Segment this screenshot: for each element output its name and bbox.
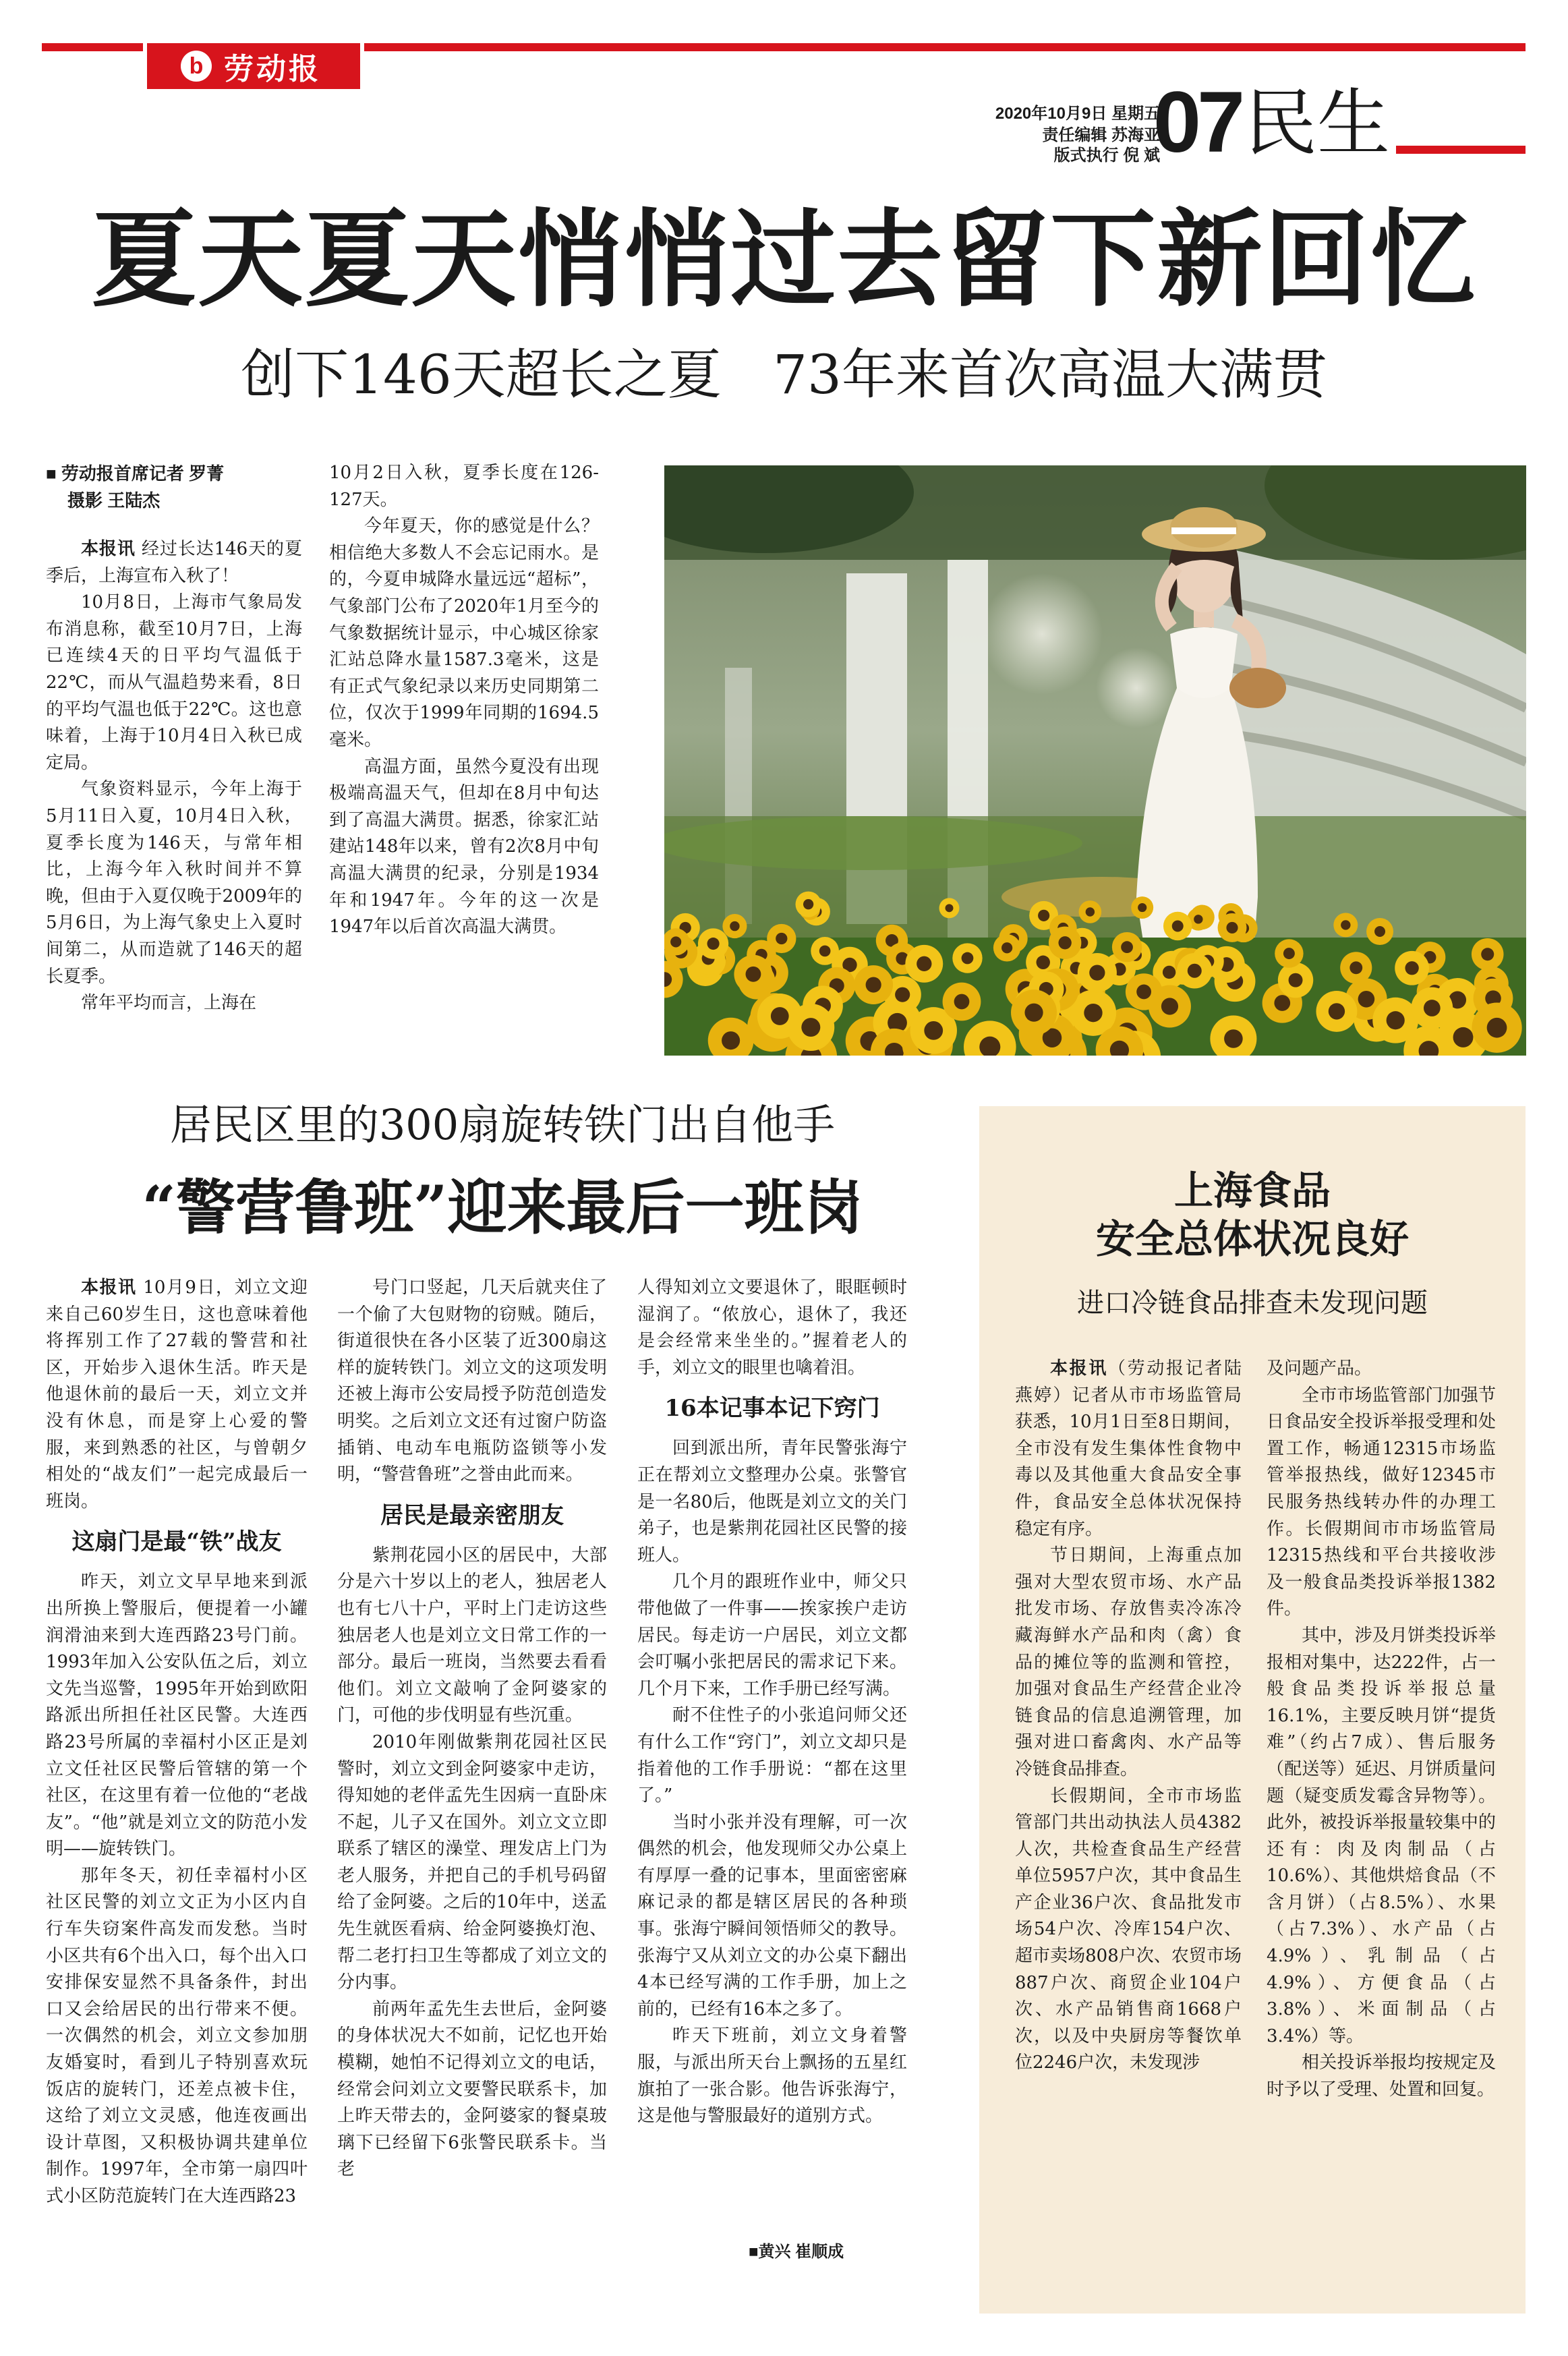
sunflower-center <box>1188 964 1202 978</box>
sunflower-center <box>1341 920 1350 929</box>
dateline: 本报讯 <box>81 1277 137 1298</box>
sunflower-center <box>1274 995 1290 1011</box>
sunflower-center <box>1024 1004 1043 1022</box>
section-subhead: 16本记事本记下窍门 <box>664 1395 880 1423</box>
paragraph-text: 几个月的跟班作业中，师父只带他做了一件事——挨家挨户走访居民。每走访一户居民，刘立文都会叮嘱小张把居民的需求记下来。几个月下来，工作手册已经写满。 <box>637 1572 907 1699</box>
paragraph-text: 其中，涉及月饼类投诉举报相对集中，达222件，占一般食品类投诉举报总量16.1%，主要反映月饼“提货难”（约占7成）、售后服务（配送等）延迟、月饼质量问题（疑变质发霉含异物等）。此外，被投诉举报量较集中的还有：肉及肉制品（占10.6%）、其他烘焙食品（不含月饼）（占8.5%）、水果（占7.3%）、水产品（占4.9%）、乳制品（占4.9%）、方便食品（占3.8%）、米面制品（占3.4%）等。 <box>1267 1625 1496 2046</box>
sunflower-center <box>1358 991 1375 1008</box>
sunflower-center <box>1487 1018 1507 1038</box>
paragraph-text: 紫荆花园小区的居民中，大部分是六十岁以上的老人，独居老人也有七八十户，平时上门走访这些独居老人也是刘立文日常工作的一部分。最后一班岗，当然要去看看他们。刘立文敲响了金阿婆家的门，可他的步伐明显有些沉重。 <box>337 1545 607 1726</box>
paragraph <box>1267 1623 1496 2050</box>
sunflower-center <box>1089 965 1105 980</box>
paragraph-text: 回到派出所，青年民警张海宁正在帮刘立文整理办公桌。张警官是一名80后，他既是刘立文的关门弟子，也是紫荆花园社区民警的接班人。 <box>637 1438 907 1565</box>
paragraph <box>337 1996 607 2183</box>
paragraph <box>637 2023 907 2129</box>
paragraph-text: 10月9日，刘立文迎来自己60岁生日，这也意味着他将挥别工作了27载的警营和社区，开始步入退休生活。昨天是他退休前的最后一天，刘立文并没有休息，而是穿上心爱的警服，来到熟悉的社区，与曾朝夕相处的“战友们”一起完成最后一班岗。 <box>46 1277 308 1512</box>
sunflower-center <box>1224 1029 1243 1048</box>
paragraph <box>329 460 599 513</box>
paragraph <box>46 1863 308 2210</box>
sunflower-center <box>946 904 954 912</box>
dateline: 本报讯 <box>81 539 136 559</box>
logo-icon: b <box>181 51 212 82</box>
paragraph-text: 那年冬天，初任幸福村小区社区民警的刘立文正为小区内自行车失窃案件高发而发愁。当时小区共有6个出入口，每个出入口安排保安显然不具备条件，封出口又会给居民的出行带来不便。一次偶然的机会，刘立文参加朋友婚宴时，看到儿子特别喜欢玩饭店的旋转门，还差点被卡住，这给了刘立文灵感，他连夜画出设计草图，又积极协调共建单位制作。1997年，全市第一扇四叶式小区防范旋转门在大连西路23 <box>46 1865 308 2206</box>
editor-line: 责任编辑 苏海亚 <box>1042 126 1160 144</box>
section-name: 民生 <box>1244 82 1391 164</box>
sunflower-center <box>1172 920 1184 931</box>
sunflower-center <box>1138 903 1146 912</box>
story2-column-3 <box>637 1275 907 2130</box>
paragraph-text: 前两年孟先生去世后，金阿婆的身体状况大不如前，记忆也开始模糊，她怕不记得刘立文的电话，经常会问刘立文要警民联系卡，加上昨天带去的，金阿婆家的餐桌玻璃下已经留下6张警民联系卡。当老 <box>337 1999 607 2180</box>
sunflower-center <box>722 1031 740 1050</box>
story2-kicker: 居民区里的300扇旋转铁门出自他手 <box>169 1100 836 1149</box>
sunflower-center <box>895 987 910 1002</box>
story3-column-2 <box>1267 1356 1496 2104</box>
story2-column-2 <box>337 1275 607 2183</box>
paragraph <box>46 536 302 590</box>
story1-column-1 <box>46 536 302 1017</box>
sunflower-center <box>707 938 720 950</box>
paragraph <box>46 776 302 990</box>
paragraph-text: 气象资料显示，今年上海于5月11日入夏，10月4日入秋，夏季长度为146天，与常年相比，上海今年入秋时间并不算晚，但由于入夏仅晚于2009年的5月6日，为上海气象史上入夏时间第二，从而造就了146天的超长夏季。 <box>46 779 302 987</box>
top-rule-right <box>364 43 1526 51</box>
sunflower-center <box>1374 926 1385 937</box>
sunflower-photo <box>664 465 1526 1056</box>
page-number: 07 <box>1153 74 1242 171</box>
sunflower-center <box>924 1021 943 1040</box>
paragraph <box>1015 1783 1242 2077</box>
story3-headline-1: 上海食品 <box>1173 1168 1331 1213</box>
paragraph-text: 常年平均而言，上海在 <box>81 993 257 1014</box>
sunflower-center <box>1226 922 1238 933</box>
sunflower-center <box>1037 956 1050 969</box>
paragraph <box>337 1729 607 1996</box>
main-headline: 夏天夏天悄悄过去留下新回忆 <box>91 198 1477 321</box>
paragraph-text: （劳动报记者陆燕婷）记者从市市场监管局获悉，10月1日至8日期间，全市没有发生集体性食物中毒以及其他重大食品安全事件，食品安全总体状况保持稳定有序。 <box>1015 1358 1242 1539</box>
section-subhead: 这扇门是最“铁”战友 <box>71 1528 282 1556</box>
byline-reporter: ■ 劳动报首席记者 罗菁 <box>46 463 225 484</box>
sunflower-center <box>1329 1003 1345 1019</box>
sunflower-center <box>866 977 881 992</box>
byline-photo: 摄影 王陆杰 <box>67 490 161 511</box>
sunflower-center <box>1387 1011 1405 1029</box>
paragraph <box>637 1435 907 1569</box>
issue-date: 2020年10月9日 星期五 <box>995 105 1160 123</box>
story2-column-1 <box>46 1275 308 2210</box>
sunflower-center <box>1161 998 1178 1014</box>
sunflower-center <box>1163 966 1175 979</box>
sunflower-center <box>1349 961 1362 974</box>
sunflower-center <box>1084 1004 1102 1022</box>
paragraph-text: 昨天，刘立文早早地来到派出所换上警服后，便提着一小罐润滑油来到大连西路23号门前。1993年加入公安队伍之后，刘立文先当巡警，1995年开始到欧阳路派出所担任社区民警。大连西路23号所属的幸福村小区正是刘立文任社区民警后管辖的第一个社区，在这里有着一位他的“老战友”。“他”就是刘立文的防范小发明——旋转铁门。 <box>46 1572 308 1860</box>
paragraph-text: 相关投诉举报均按规定及时予以了受理、处置和回复。 <box>1267 2052 1496 2100</box>
paragraph <box>637 1702 907 1809</box>
paragraph-text: 号门口竖起，几天后就夹住了一个偷了大包财物的窃贼。随后，街道很快在各小区装了近300扇这样的旋转铁门。刘立文的这项发明还被上海市公安局授予防范创造发明奖。之后刘立文还有过窗户防盗插销、电动车电瓶防盗锁等小发明，“警营鲁班”之誉由此而来。 <box>337 1277 607 1485</box>
header-rule-right <box>1396 146 1526 154</box>
story1-column-2 <box>329 460 599 941</box>
paragraph <box>46 990 302 1017</box>
section-subhead: 居民是最亲密朋友 <box>380 1501 564 1529</box>
paragraph-text: 当时小张并没有理解，可一次偶然的机会，他发现师父办公桌上有厚厚一叠的记事本，里面密密麻麻记录的都是辖区居民的各种琐事。张海宁瞬间领悟师父的教导。张海宁又从刘立文的办公桌下翻出4本已经写满的工作手册，加上之前的，已经有16本之多了。 <box>637 1812 907 2019</box>
sunflower-center <box>1194 915 1202 923</box>
paragraph <box>1015 1543 1242 1783</box>
sunflower-center <box>1424 1000 1441 1016</box>
paragraph-text: 节日期间，上海重点加强对大型农贸市场、水产品批发市场、存放售卖冷冻冷藏海鲜水产品和肉（禽）食品的摊位等的监测和管控，加强对食品生产经营企业冷链食品的信息追溯管理，加强对进口畜禽肉、水产品等冷链食品排查。 <box>1015 1545 1242 1779</box>
paragraph <box>46 1275 308 1515</box>
story3-column-1 <box>1015 1356 1242 2077</box>
paragraph <box>637 1275 907 1381</box>
sunflower-center <box>1453 1027 1474 1047</box>
sunflower-center <box>1121 941 1133 953</box>
paragraph <box>337 1543 607 1729</box>
paragraph-text: 高温方面，虽然今夏没有出现极端高温天气，但却在8月中旬达到了高温大满贯。据悉，徐家汇站建站148年以来，曾有2次8月中旬高温大满贯的纪录，分别是1934年和1947年。今年的这一次是1947年以后首次高温大满贯。 <box>329 756 599 938</box>
story3-headline-2: 安全总体状况良好 <box>1095 1216 1409 1262</box>
sunflower-center <box>1086 907 1095 916</box>
sunflower-center <box>1038 910 1049 921</box>
story2-headline: “警营鲁班”迎来最后一班岗 <box>142 1172 863 1242</box>
sunflower-center <box>670 936 681 947</box>
main-subheadline: 创下146天超长之夏 73年来首次高温大满贯 <box>241 343 1327 406</box>
paragraph-text: 昨天下班前，刘立文身着警服，与派出所天台上飘扬的五星红旗拍了一张合影。他告诉张海宁，这是他与警服最好的道别方式。 <box>637 2025 907 2127</box>
sunflower-center <box>730 921 739 931</box>
paragraph-text: 经过长达146天的夏季后，上海宣布入秋了！ <box>46 539 302 586</box>
sunflower-center <box>1001 942 1012 953</box>
paragraph <box>637 1810 907 2023</box>
layout-line: 版式执行 倪 斌 <box>1053 146 1160 165</box>
story2-signoff: ■黄兴 崔顺成 <box>749 2243 844 2261</box>
sunflower-center <box>962 952 974 965</box>
sunflower-center <box>954 994 970 1010</box>
paragraph-text: 今年夏天，你的感觉是什么？相信绝大多数人不会忘记雨水。是的，今夏申城降水量远远“超标”，气象部门公布了2020年1月至今的气象数据统计显示，中心城区徐家汇站总降水量1587.3毫米，这是有正式气象纪录以来历史同期第二位，仅次于1999年同期的1694.5毫米。 <box>329 516 599 750</box>
paragraph <box>337 1275 607 1489</box>
sunflower-center <box>771 1007 789 1025</box>
paragraph <box>46 1569 308 1863</box>
paragraph <box>1267 1383 1496 1623</box>
sunflower-center <box>819 946 831 957</box>
story3-subheadline: 进口冷链食品排查未发现问题 <box>1077 1288 1428 1319</box>
paragraph-text: 长假期间，全市市场监管部门共出动执法人员4382人次，共检查食品生产经营单位5957户次，其中食品生产企业36户次、食品批发市场54户次、冷库154户次、超市卖场808户次、农贸市场887户次、商贸企业104户次、水产品销售商1668户次，以及中央厨房等餐饮单位2246户次，未发现涉 <box>1015 1785 1242 2073</box>
top-rule-left <box>42 43 143 51</box>
sunflower-center <box>1058 936 1071 949</box>
logo-text: 劳动报 <box>224 52 321 86</box>
paragraph <box>637 1569 907 1702</box>
paragraph-text: 10月2日入秋，夏季长度在126-127天。 <box>329 463 599 510</box>
sunflower-center <box>917 956 931 971</box>
sunflower-center <box>1283 948 1295 959</box>
paragraph-text: 2010年刚做紫荆花园社区民警时，刘立文到金阿婆家中走访，得知她的老伴孟先生因病一直卧床不起，儿子又在国外。刘立文立即联系了辖区的澡堂、理发店上门为老人服务，并把自己的手机号码留给了金阿婆。之后的10年中，送孟先生就医看病、给金阿婆换灯泡、帮二老打扫卫生等都成了刘立文的分内事。 <box>337 1731 607 1993</box>
paragraph-text: 耐不住性子的小张追问师父还有什么工作“窍门”，刘立文却只是指着他的工作手册说：“都在这里了。” <box>637 1705 907 1806</box>
paragraph-text: 及问题产品。 <box>1267 1358 1372 1379</box>
paragraph <box>1267 1356 1496 1383</box>
sunflower-center <box>776 933 787 944</box>
paragraph-text: 全市市场监管部门加强节日食品安全投诉举报受理和处置工作，畅通12315市场监管举报热线，做好12345市民服务热线转办件的办理工作。长假期间市市场监管局12315热线和平台共接收涉及一般食品类投诉举报1382件。 <box>1267 1385 1496 1619</box>
sunflower-center <box>803 899 813 909</box>
sunflower-center <box>1481 948 1494 960</box>
paragraph <box>46 590 302 776</box>
paragraph <box>1015 1356 1242 1543</box>
sunflower-center <box>746 967 761 982</box>
sunflower-center <box>1405 961 1418 975</box>
dateline: 本报讯 <box>1050 1358 1108 1379</box>
sunflower-center <box>1136 985 1151 1000</box>
paragraph-text: 10月8日，上海市气象局发布消息称，截至10月7日，上海已连续4天的日平均气温低于22℃，而从气温趋势来看，8日的平均气温也低于22℃。这也意味着，上海于10月4日入秋已成定局。 <box>46 592 302 773</box>
sunflower-center <box>1289 973 1303 987</box>
paragraph <box>329 754 599 941</box>
paragraph <box>329 513 599 753</box>
paragraph <box>1267 2050 1496 2103</box>
logo-badge <box>147 43 360 89</box>
paragraph-text: 人得知刘立文要退休了，眼眶顿时湿润了。“侬放心，退休了，我还是会经常来坐坐的。”握着老人的手，刘立文的眼里也噙着泪。 <box>637 1277 907 1378</box>
photo-illustration <box>664 465 1526 1056</box>
sunflower-center <box>801 1018 820 1037</box>
